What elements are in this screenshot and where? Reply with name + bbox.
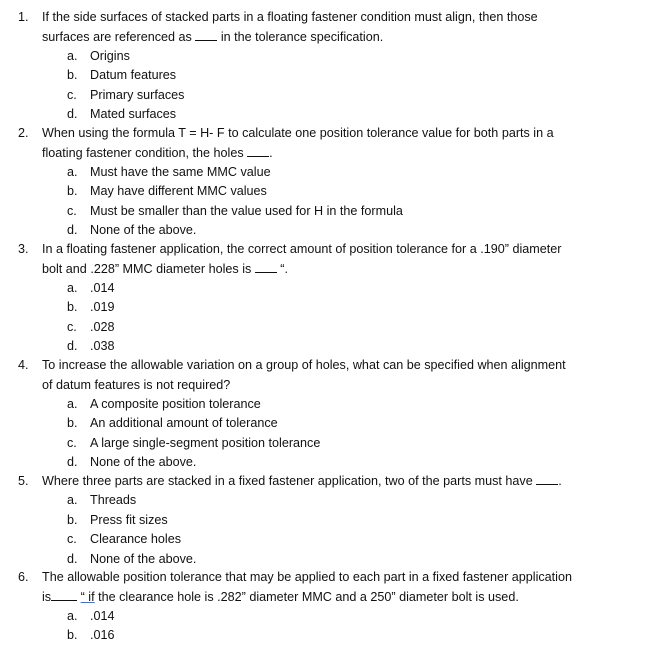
question-number: 6. (18, 570, 29, 584)
question-text: In a floating fastener application, the correct amount of position tolerance for a .190” diameter (42, 242, 562, 256)
question-text-line2: bolt and .228” MMC diameter holes is “. (42, 262, 288, 276)
question-text: Where three parts are stacked in a fixed fastener application, two of the parts must have . (42, 474, 562, 488)
question-number: 2. (18, 126, 29, 140)
question-text-line2: is “ if the clearance hole is .282” diameter MMC and a 250” diameter bolt is used. (42, 590, 519, 604)
question-text-line2: of datum features is not required? (42, 378, 231, 392)
question-number: 1. (18, 10, 29, 24)
question-text-line2: floating fastener condition, the holes . (42, 146, 273, 160)
question-text: To increase the allowable variation on a group of holes, what can be specified when alignment (42, 358, 566, 372)
answer-blank (536, 472, 558, 485)
answer-blank (255, 260, 277, 273)
question-number: 3. (18, 242, 29, 256)
question-text: The allowable position tolerance that may be applied to each part in a fixed fastener application (42, 570, 572, 584)
question-number: 5. (18, 474, 29, 488)
question-text-line2: surfaces are referenced as in the tolerance specification. (42, 30, 384, 44)
question-text: If the side surfaces of stacked parts in a floating fastener condition must align, then those (42, 10, 538, 24)
answer-blank (247, 144, 269, 157)
underlined-if: “ if (80, 590, 95, 604)
question-text: When using the formula T = H- F to calculate one position tolerance value for both parts in a (42, 126, 554, 140)
question-number: 4. (18, 358, 29, 372)
answer-blank (195, 28, 217, 41)
answer-blank (51, 588, 77, 601)
